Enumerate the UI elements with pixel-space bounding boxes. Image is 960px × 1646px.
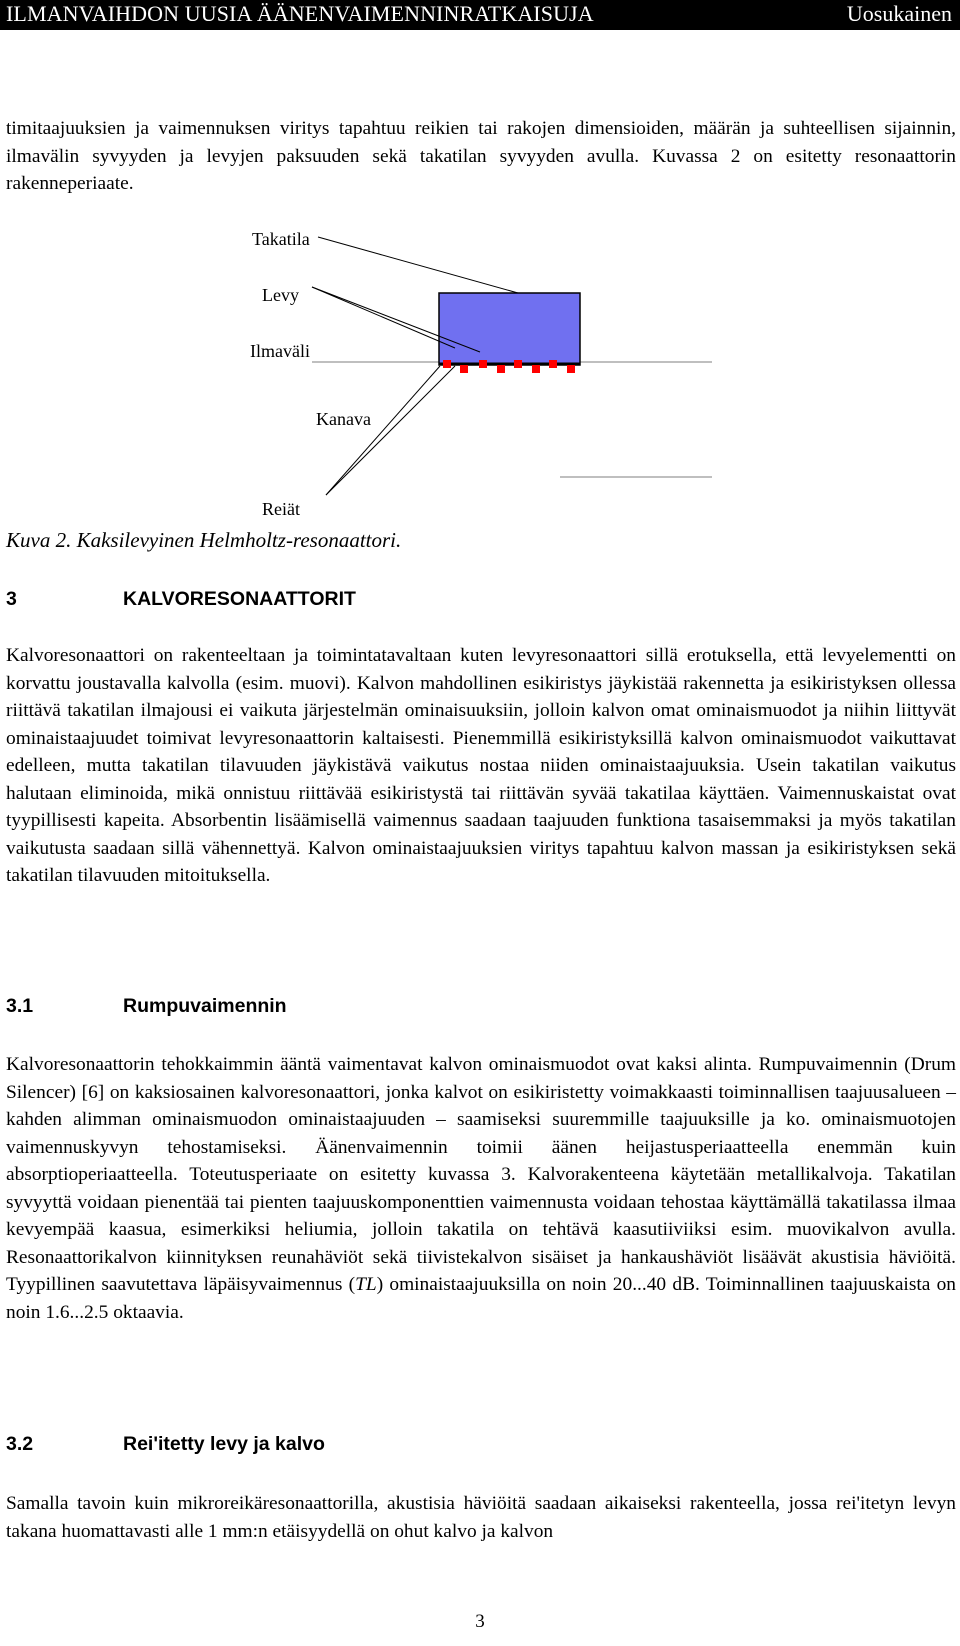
leader-levy-1 bbox=[312, 287, 455, 348]
hole bbox=[567, 365, 575, 373]
section-3-1-title: Rumpuvaimennin bbox=[123, 995, 287, 1017]
intro-paragraph: timitaajuuksien ja vaimennuksen viritys tapahtuu reikien tai rakojen dimensioiden, määrän ja suhteellisen sijainnin, ilmavälin syvyyden ja levyjen paksuuden sekä takatilan syvyyden avulla. Kuvassa 2 on esitetty resonaattorin rakenneperiaate. bbox=[6, 118, 956, 194]
section-3-2-body: Samalla tavoin kuin mikroreikäresonaattorilla, akustisia häviöitä saadaan aikaiseksi rakenteella, jossa rei'itetyn levyn takana huomattavasti alle 1 mm:n etäisyydellä on ohut kalvo ja kalvon bbox=[6, 1493, 956, 1542]
hole bbox=[497, 365, 505, 373]
label-takatila: Takatila bbox=[252, 229, 310, 249]
section-3-number: 3 bbox=[6, 588, 17, 610]
hole bbox=[514, 360, 522, 368]
back-cavity bbox=[439, 293, 580, 365]
page-number: 3 bbox=[475, 1611, 485, 1632]
hole bbox=[479, 360, 487, 368]
leader-takatila bbox=[318, 237, 518, 293]
section-3-2-title: Rei'itetty levy ja kalvo bbox=[123, 1433, 325, 1455]
label-ilmavali: Ilmaväli bbox=[250, 341, 310, 361]
hole bbox=[532, 365, 540, 373]
section-3-1-number: 3.1 bbox=[6, 995, 34, 1017]
section-3-1-body-part-2: ) ominaistaajuuksilla on noin 20...40 dB. Toiminnallinen taajuuskaista on noin 1.6...2.5 oktaavia. bbox=[6, 1274, 956, 1323]
author-name: Uosukainen bbox=[846, 1, 952, 26]
section-3-title: KALVORESONAATTORIT bbox=[123, 588, 356, 610]
tl-symbol: TL bbox=[355, 1274, 377, 1295]
section-3-body: Kalvoresonaattori on rakenteeltaan ja toimintatavaltaan kuten levyresonaattori sillä erotuksella, että levyelementti on korvattu joustavalla kalvolla (esim. muovi). Kalvon mahdollinen esikiristys jäykistää rakennetta ja esikiristyksen ollessa riittävä takatilan ilmajousi ei vaikuta järjestelmän ominaisuuksiin, jolloin kalvon omat ominaismuodot ja niihin liittyvät ominaistaajuudet toimivat levyresonaattorin kaltaisesti. Pienemmillä esikiristyksillä kalvon ominaismuodot vaikuttavat edelleen, mutta takatilan tilavuuden jäykistävä vaikutus nostaa niiden ominaistaajuuksia. Usein takatilan vaikutus halutaan eliminoida, mikä onnistuu riittävää esikiristystä tai riittävän syvää takatilaa käyttäen. Vaimennuskaistat ovat tyypillisesti kapeita. Absorbentin lisäämisellä vaimennus saadaan taajuuden funktiona tasaisemmaksi ja myös takatilan vaikutusta saadaan sillä vähennettyä. Kalvon ominaistaajuuksien viritys tapahtuu kalvon massan ja esikiristyksen sekä takatilan tilavuuden mitoituksella. bbox=[6, 645, 956, 886]
section-3-1-body-part-1: Kalvoresonaattorin tehokkaimmin ääntä vaimentavat kalvon ominaismuodot ovat kaksi alinta. Rumpuvaimennin (Drum Silencer) [6] on kaksiosainen kalvoresonaattori, jonka kalvot on esikiristetty voimakkaasti toiminnallisen taajuusalueen – kahden alimman ominaismuodon ominaistaajuuden – saamiseksi suuremmille taajuuksille ja ko. ominaismuotojen vaimennuskyvyn tehostamiseksi. Äänenvaimennin toimii äänen heijastusperiaatteella enemmän kuin absorptioperiaatteella. Toteutusperiaate on esitetty kuvassa 3. Kalvorakenteena käytetään metallikalvoja. Takatilan syvyyttä voidaan pienentää tai pienten taajuuskomponenttien vaimennusta voidaan tehostaa käyttämällä takatilassa ilmaa kevyempää kaasua, esimerkiksi heliumia, jolloin takatila on tehtävä kaasutiiviiksi esim. muovikalvon avulla. Resonaattorikalvon kiinnityksen reunahäviöt sekä tiivistekalvon sisäiset ja hankaushäviöt lisäävät akustisia häviöitä. Tyypillinen saavutettava läpäisyvaimennus ( bbox=[6, 1054, 956, 1295]
running-header bbox=[0, 0, 960, 30]
hole bbox=[549, 360, 557, 368]
leader-reiat-2 bbox=[326, 366, 440, 495]
document-title: ILMANVAIHDON UUSIA ÄÄNENVAIMENNINRATKAISUJA bbox=[6, 1, 594, 26]
section-3-1-body bbox=[6, 1051, 956, 1326]
label-reiat: Reiät bbox=[262, 499, 300, 519]
section-3-2-number: 3.2 bbox=[6, 1433, 34, 1455]
leader-reiat-1 bbox=[326, 366, 455, 495]
figure-caption: Kuva 2. Kaksilevyinen Helmholtz-resonaattori. bbox=[6, 528, 402, 552]
hole bbox=[443, 360, 451, 368]
label-levy: Levy bbox=[262, 285, 299, 305]
label-kanava: Kanava bbox=[316, 409, 371, 429]
hole bbox=[460, 365, 468, 373]
helmholtz-resonator-diagram bbox=[0, 225, 960, 525]
